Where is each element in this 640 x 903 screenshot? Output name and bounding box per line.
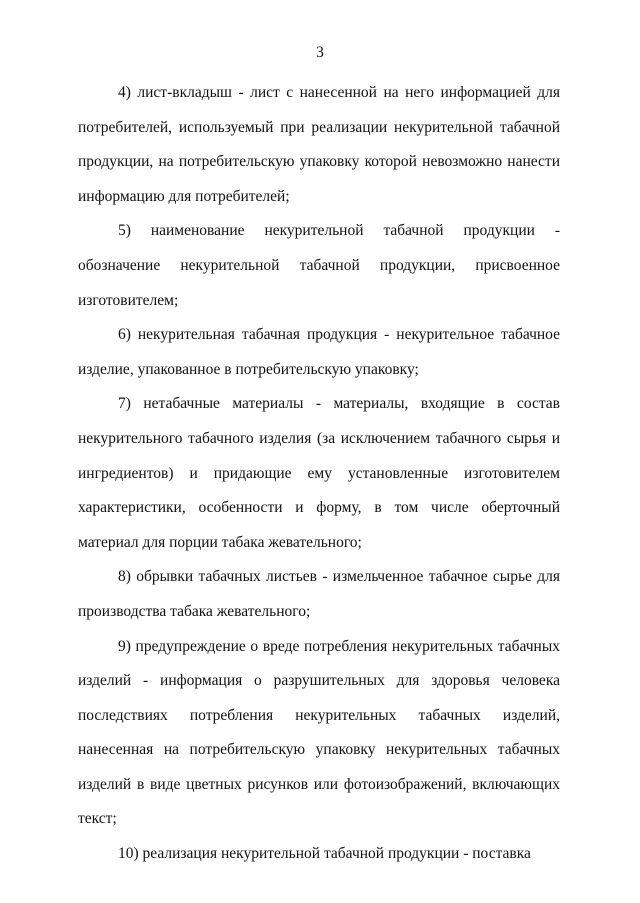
definition-paragraph-9: 9) предупреждение о вреде потребления некурительных табачных изделий - информация о разрушительных для здоровья человека последствиях потребления некурительных табачных изделий, нанесенная на потребительскую упаковку некурительных табачных изделий в виде цветных рисунков или фотоизображений, включающих текст; — [78, 637, 560, 828]
definition-paragraph-6: 6) некурительная табачная продукция - некурительное табачное изделие, упакованное в потребительскую упаковку; — [78, 326, 560, 378]
definition-paragraph-5: 5) наименование некурительной табачной продукции - обозначение некурительной табачной продукции, присвоенное изготовителем; — [78, 222, 560, 309]
definition-paragraph-10: 10) реализация некурительной табачной продукции - поставка — [118, 845, 531, 863]
page-number: 3 — [316, 44, 324, 61]
document-body — [78, 76, 560, 872]
definition-paragraph-4: 4) лист-вкладыш - лист с нанесенной на него информацией для потребителей, используемый при реализации некурительной табачной продукции, на потребительскую упаковку которой невозможно нанести информацию для потребителей; — [78, 84, 560, 205]
definition-paragraph-7: 7) нетабачные материалы - материалы, входящие в состав некурительного табачного изделия (за исключением табачного сырья и ингредиентов) и придающие ему установленные изготовителем характеристики, особенности и форму, в том числе оберточный материал для порции табака жевательного; — [78, 395, 560, 551]
definition-paragraph-8: 8) обрывки табачных листьев - измельченное табачное сырье для производства табака жевательного; — [78, 568, 560, 620]
